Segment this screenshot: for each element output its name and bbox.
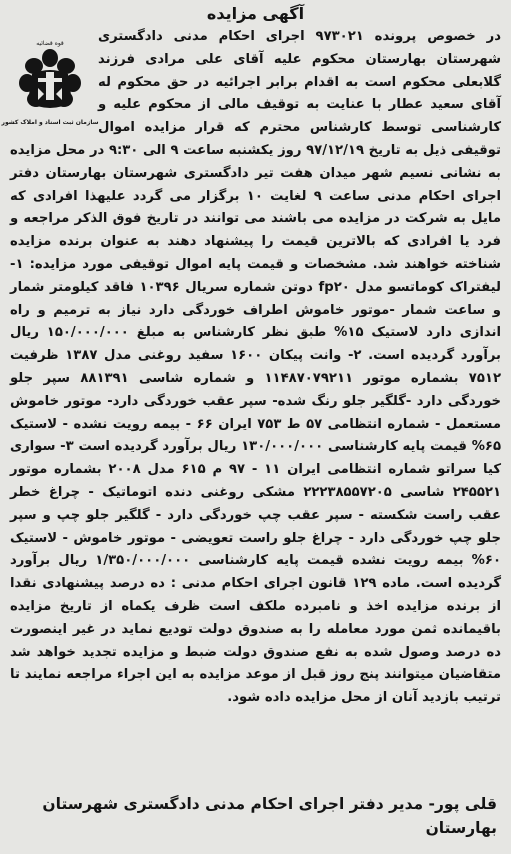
notice-body (10, 26, 501, 710)
notice-signature: قلی پور- مدیر دفتر اجرای احکام مدنی دادگستری شهرستان بهارستان (42, 795, 497, 837)
logo-wrap-space (10, 26, 98, 138)
notice-title: آگهی مزایده (206, 4, 305, 23)
logo-caption-bottom: سازمان ثبت اسناد و املاک کشور (1, 119, 99, 126)
notice-body-text: در خصوص پرونده ۹۷۳۰۲۱ اجرای احکام مدنی دادگستری شهرستان بهارستان محکوم علیه آقای علی مرادی فرزند گلابعلی محکوم است به اقدام برابر اجرائیه در حق محکوم له آقای سعید عطار با عنایت به توقیف مالی از محکوم علیه و کارشناسی توسط کارشناس محترم که قرار مزایده اموال توقیفی ذیل به تاریخ ۹۷/۱۲/۱۹ روز یکشنبه ساعت ۹ الی ۹:۳۰ در محل مزایده به نشانی نسیم شهر میدان هفت تیر دادگستری شهرستان بهارستان دفتر اجرای احکام مدنی ساعت ۹ لغایت ۱۰ برگزار می گردد علیهذا افرادی که مایل به شرکت در مزایده می باشند می توانند در تاریخ فوق الذکر مراجعه و فرد یا افرادی که بالاترین قیمت را پیشنهاد دهند به عنوان برنده مزایده شناخته خواهند شد. مشخصات و قیمت پایه اموال توقیفی مورد مزایده: ۱- لیفتراک کوماتسو مدل fp۲۰ دوتن شماره سریال ۱۰۳۹۶ فاقد کیلومتر شمار و ساعت شمار -موتور خاموش اطراف خوردگی دارد نیاز به ترمیم و راه اندازی دارد لاستیک ۱۵% طبق نظر کارشناس به مبلغ ۱۵۰/۰۰۰/۰۰۰ ریال برآورد گردیده است. ۲- وانت پیکان ۱۶۰۰ سفید روغنی مدل ۱۳۸۷ ظرفیت ۷۵۱۲ بشماره موتور ۱۱۴۸۷۰۷۹۲۱۱ و شماره شاسی ۸۸۱۳۹۱ سپر جلو خوردگی دارد -گلگیر جلو رنگ شده- سپر عقب خوردگی دارد- موتور خاموش مستعمل - شماره انتظامی ۵۷ ط ۷۵۳ ایران ۶۶ - بیمه رویت نشده - لاستیک ۶۵% قیمت پایه کارشناسی ۱۳۰/۰۰۰/۰۰۰ ریال برآورد گردیده است ۳- سواری کیا سراتو شماره انتظامی ایران ۱۱ - ۹۷ م ۶۱۵ مدل ۲۰۰۸ بشماره موتور ۲۴۵۵۲۱ شاسی ۲۲۲۳۸۵۵۷۲۰۵ مشکی روغنی دنده اتوماتیک - چراغ خطر عقب راست شکسته - سپر عقب چپ خوردگی دارد - گلگیر جلو چپ و سپر جلو چپ خوردگی دارد - چراغ جلو راست تعویضی - موتور خاموش - لاستیک ۶۰% بیمه رویت نشده قیمت پایه کارشناسی ۱/۳۵۰/۰۰۰/۰۰۰ ریال برآورد گردیده است. ماده ۱۲۹ قانون اجرای احکام مدنی : ده درصد پیشنهادی نقدا از برنده مزایده اخذ و نامبرده ملکف است ظرف یکماه از تاریخ مزایده باقیمانده ثمن مورد معامله را به صندوق دولت تودیع نماید در غیر اینصورت ده درصد وصول شده به نفع صندوق دولت ضبط و مزایده تجدید خواهد شد متقاضیان میتوانند پنج روز قبل از موعد مزایده به این اجراء مراجعه نمایند تا ترتیب بازدید آنان از محل مزایده داده شود. (10, 29, 502, 706)
logo-caption-top: قوه قضائیه (36, 40, 64, 47)
